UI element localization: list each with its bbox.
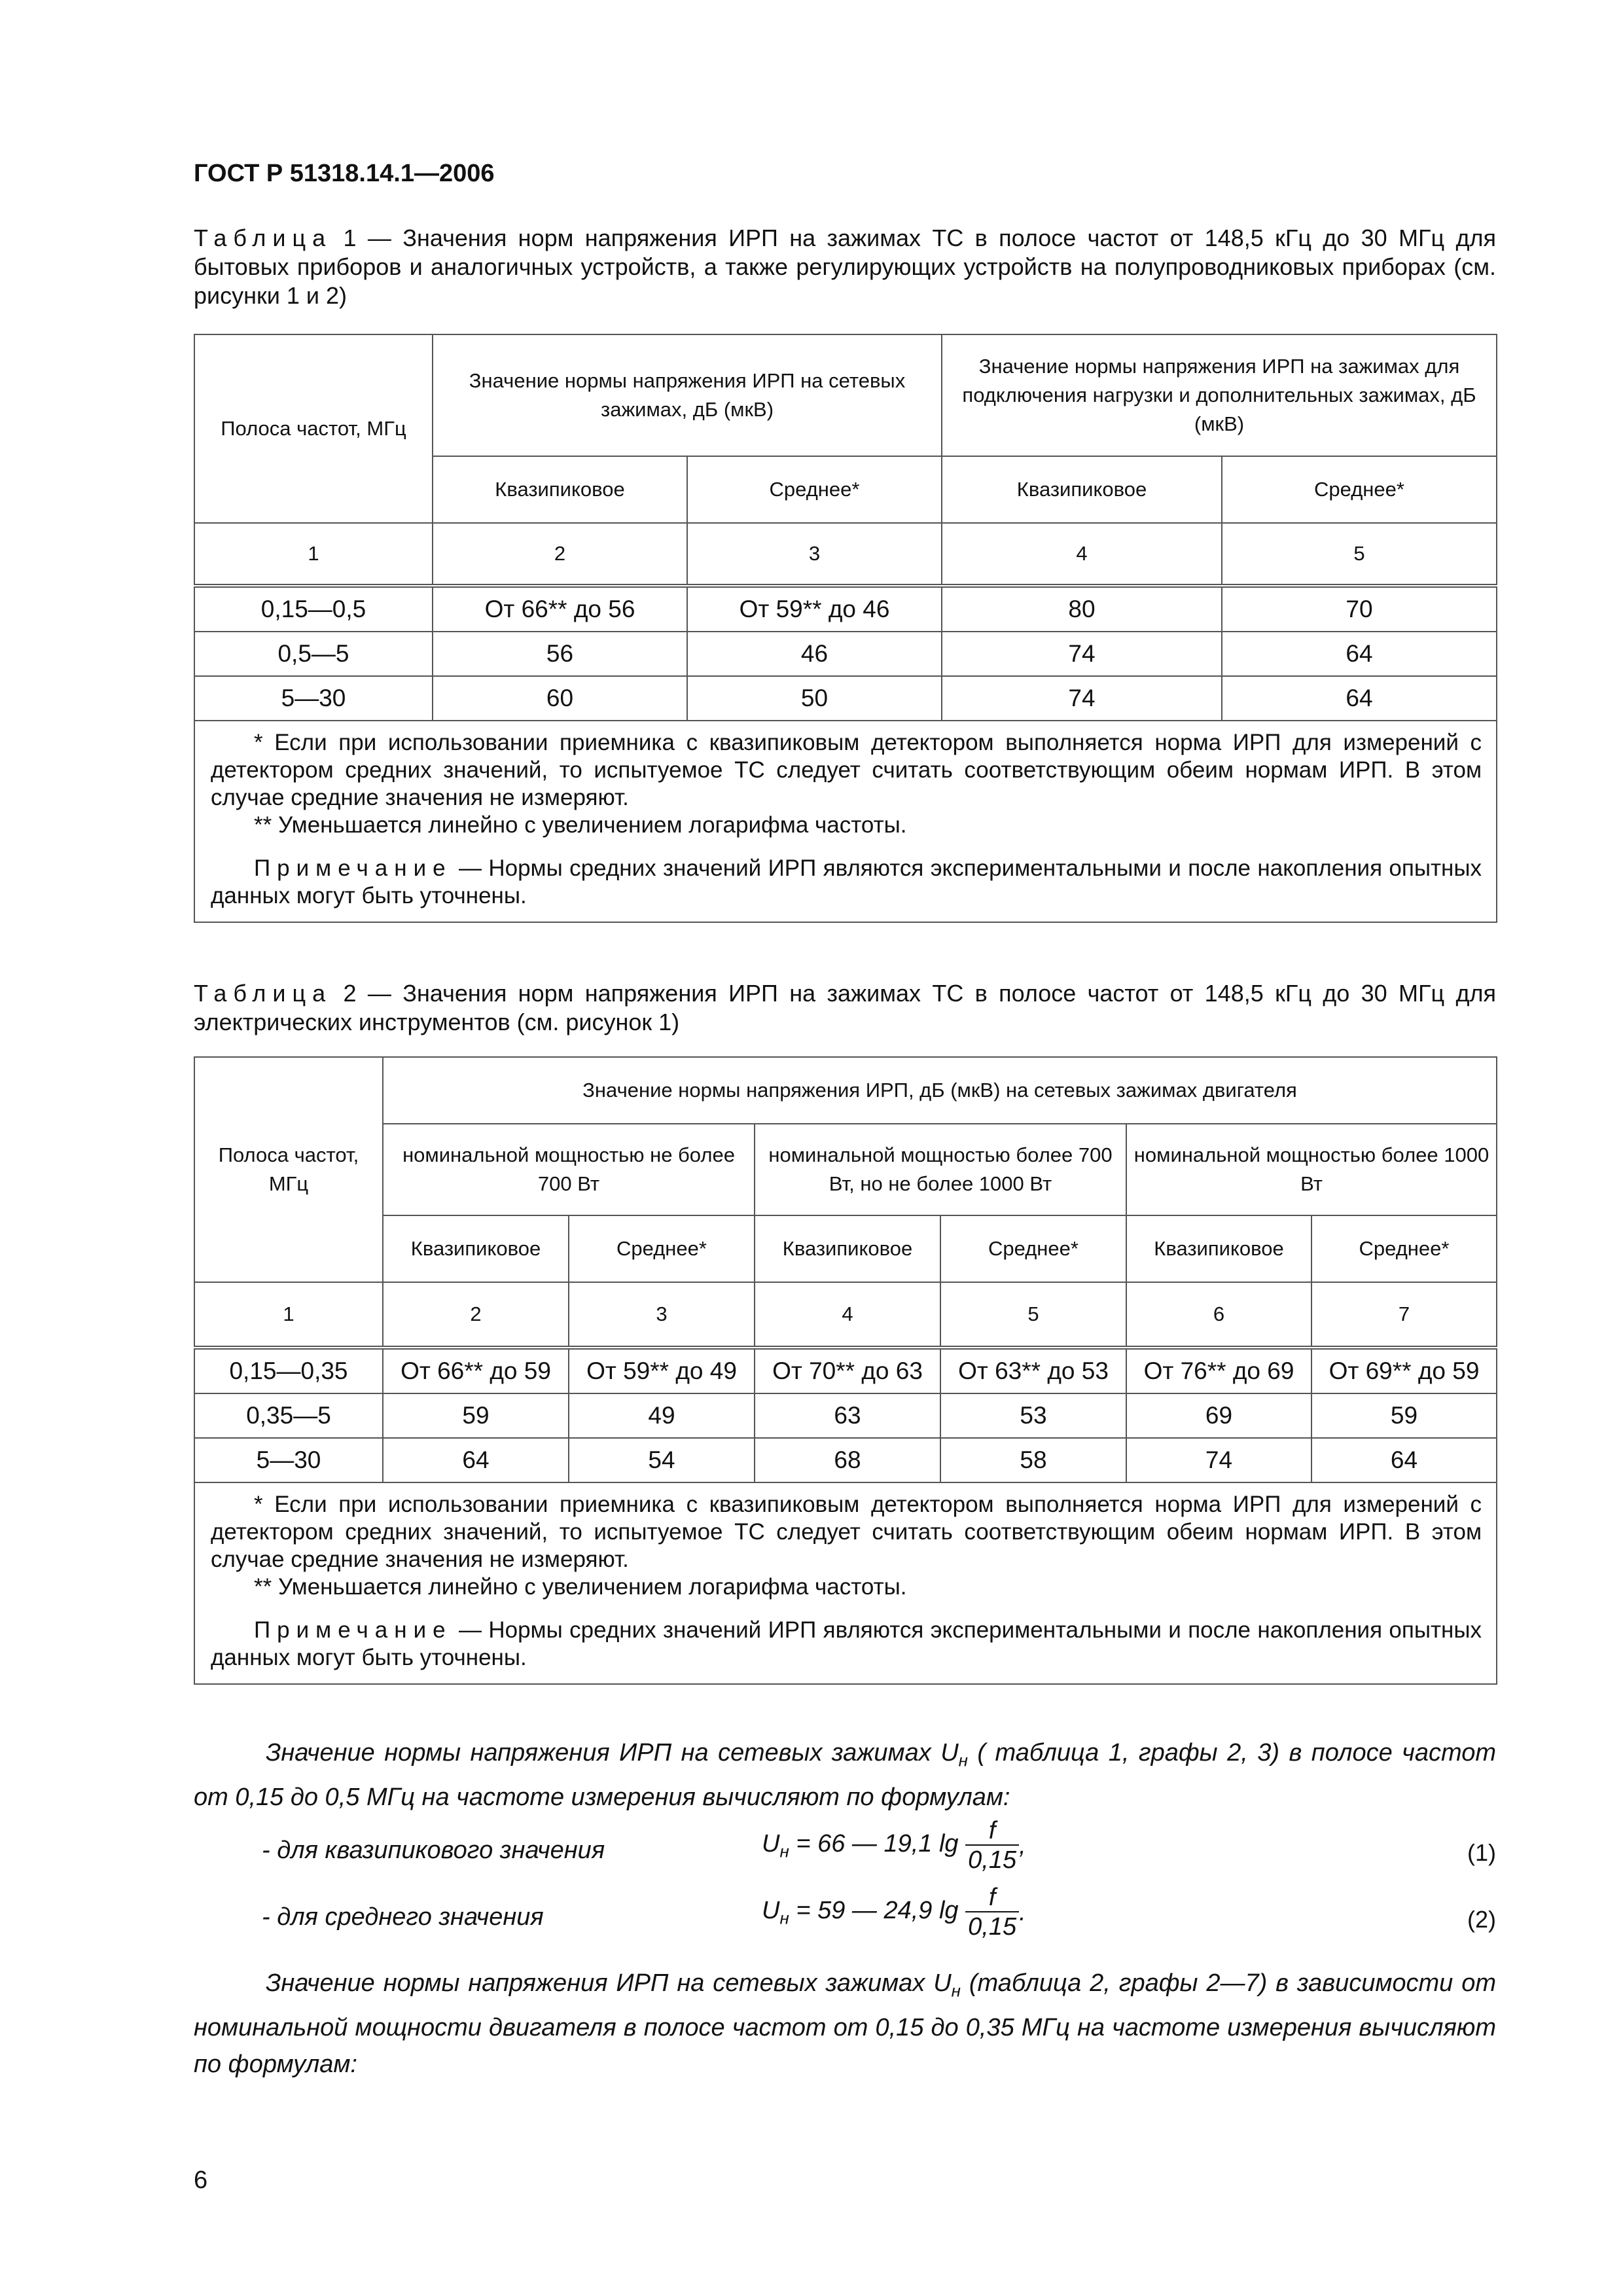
- formula-2-number: (2): [1467, 1906, 1496, 1933]
- table1-footnotes: [194, 721, 1497, 922]
- table2-cell: От 69** до 59: [1311, 1348, 1497, 1393]
- table1-cell: 70: [1222, 586, 1497, 632]
- table1-caption-text: — Значения норм напряжения ИРП на зажимах ТС в полосе частот от 148,5 кГц до 30 МГц для бытовых приборов и аналогичных устройств, а также регулирующих устройств на полупроводниковых приборах (см. рисунки 1 и 2): [194, 224, 1496, 309]
- table2-caption-text: — Значения норм напряжения ИРП на зажимах ТС в полосе частот от 148,5 кГц до 30 МГц для электрических инструментов (см. рисунок 1): [194, 980, 1496, 1035]
- table2-col-number: 6: [1126, 1282, 1311, 1348]
- table2-caption-number: 2: [332, 980, 357, 1007]
- table1-cell: 56: [433, 632, 687, 676]
- table2-cell: 64: [383, 1438, 569, 1482]
- table2-cell: 5—30: [194, 1438, 383, 1482]
- table2-cell: 59: [1311, 1393, 1497, 1438]
- table2-cell: 53: [940, 1393, 1126, 1438]
- formula-1-trail: ,: [1019, 1831, 1026, 1859]
- table2-col-number: 3: [569, 1282, 755, 1348]
- table2-footnotes: [194, 1482, 1497, 1684]
- formula-2: [194, 1884, 1496, 1962]
- table1-cell: 64: [1222, 676, 1497, 721]
- formula-1-label: - для квазипикового значения: [262, 1837, 605, 1864]
- table2-col-number: 2: [383, 1282, 569, 1348]
- table2-head-band: Полоса частот, МГц: [194, 1057, 383, 1282]
- table2-head-group-2: номинальной мощностью более 700 Вт, но не более 1000 Вт: [755, 1124, 1126, 1215]
- table2-row: [194, 1438, 1497, 1482]
- table1-footnote-2: ** Уменьшается линейно с увеличением логарифма частоты.: [254, 812, 907, 838]
- table1-row: [194, 676, 1497, 721]
- table2-sub-quasi: Квазипиковое: [755, 1215, 940, 1282]
- formula-2-trail: .: [1019, 1898, 1026, 1926]
- table1-sub-quasi: Квазипиковое: [433, 456, 687, 523]
- para1-text-a: Значение нормы напряжения ИРП на сетевых зажимах U: [266, 1739, 959, 1767]
- formula-1-number: (1): [1467, 1839, 1496, 1866]
- table2-row: [194, 1393, 1497, 1438]
- table2-footnote-1: * Если при использовании приемника с квазипиковым детектором выполняется норма ИРП для измерений с детектором средних значений, то испытуемое ТС следует считать соответствующим обеим нормам ИРП. В этом случае средние значения не измеряют.: [211, 1492, 1482, 1572]
- table1-sub-avg: Среднее*: [687, 456, 942, 523]
- paragraph-formula-intro-1: [194, 1734, 1496, 1816]
- table2-head-main: Значение нормы напряжения ИРП, дБ (мкВ) на сетевых зажимах двигателя: [383, 1057, 1497, 1124]
- table1-cell: 64: [1222, 632, 1497, 676]
- formula-1-lhs: U: [762, 1829, 780, 1857]
- table2-cell: От 70** до 63: [755, 1348, 940, 1393]
- table2-sub-avg: Среднее*: [1311, 1215, 1497, 1282]
- table2-note-text: — Нормы средних значений ИРП являются экспериментальными и после накопления опытных данных могут быть уточнены.: [211, 1617, 1482, 1670]
- table2-caption-prefix: Таблица: [194, 980, 332, 1007]
- formula-1-body: [762, 1817, 1026, 1874]
- table2-cell: От 76** до 69: [1126, 1348, 1311, 1393]
- table2-cell: От 66** до 59: [383, 1348, 569, 1393]
- table2-head-group-3: номинальной мощностью более 1000 Вт: [1126, 1124, 1497, 1215]
- table2-cell: 63: [755, 1393, 940, 1438]
- formula-1-numerator: f: [965, 1817, 1019, 1846]
- table1-cell: 50: [687, 676, 942, 721]
- table1-sub-avg: Среднее*: [1222, 456, 1497, 523]
- table1-cell: 80: [942, 586, 1222, 632]
- formula-1-fraction: [965, 1817, 1019, 1874]
- table1-cell: 0,5—5: [194, 632, 433, 676]
- formula-1-expr: = 66 — 19,1 lg: [789, 1829, 959, 1857]
- table1-col-number: 5: [1222, 523, 1497, 586]
- table1-row: [194, 586, 1497, 632]
- table2-note-label: Примечание: [254, 1617, 452, 1643]
- table2-footnote-2: ** Уменьшается линейно с увеличением логарифма частоты.: [254, 1574, 907, 1600]
- formula-2-numerator: f: [965, 1884, 1019, 1912]
- table1-cell: 74: [942, 676, 1222, 721]
- table1-cell: 46: [687, 632, 942, 676]
- table1-col-number: 3: [687, 523, 942, 586]
- table1-head-mains: Значение нормы напряжения ИРП на сетевых зажимах, дБ (мкВ): [433, 334, 942, 456]
- para1-subscript: н: [958, 1750, 968, 1770]
- table1-col-number: 2: [433, 523, 687, 586]
- table1-row: [194, 632, 1497, 676]
- table1-caption-number: 1: [332, 224, 357, 251]
- para2-text-a: Значение нормы напряжения ИРП на сетевых зажимах U: [266, 1969, 952, 1997]
- table1-cell: 5—30: [194, 676, 433, 721]
- table1-caption-prefix: Таблица: [194, 224, 332, 251]
- formula-1-lhs-sub: н: [779, 1841, 789, 1861]
- table2-sub-quasi: Квазипиковое: [1126, 1215, 1311, 1282]
- table2-cell: 58: [940, 1438, 1126, 1482]
- formula-2-label: - для среднего значения: [262, 1903, 544, 1931]
- para2-text-b: (таблица 2, графы 2—7) в зависимости от номинальной мощности двигателя в полосе частот от 0,15 до 0,35 МГц на частоте измерения вычисляют по формулам:: [194, 1969, 1496, 2078]
- formula-2-fraction: [965, 1884, 1019, 1941]
- table2-row: [194, 1348, 1497, 1393]
- table1-cell: От 59** до 46: [687, 586, 942, 632]
- table1-note-label: Примечание: [254, 855, 452, 881]
- table2-caption: [194, 979, 1496, 1037]
- table2-sub-quasi: Квазипиковое: [383, 1215, 569, 1282]
- table1-footnote-1: * Если при использовании приемника с квазипиковым детектором выполняется норма ИРП для измерений с детектором средних значений, то испытуемое ТС следует считать соответствующим обеим нормам ИРП. В этом случае средние значения не измеряют.: [211, 730, 1482, 810]
- table2-col-number: 5: [940, 1282, 1126, 1348]
- table1-cell: 74: [942, 632, 1222, 676]
- table1-note: [211, 855, 1482, 910]
- page-number: 6: [194, 2166, 208, 2194]
- document-header: ГОСТ Р 51318.14.1—2006: [194, 160, 495, 187]
- table2-col-number: 4: [755, 1282, 940, 1348]
- para2-subscript: н: [951, 1981, 961, 2001]
- table2-cell: 0,35—5: [194, 1393, 383, 1438]
- table2-cell: 68: [755, 1438, 940, 1482]
- table2-cell: От 59** до 49: [569, 1348, 755, 1393]
- table2-cell: 0,15—0,35: [194, 1348, 383, 1393]
- formula-2-body: [762, 1884, 1026, 1941]
- table2-cell: 74: [1126, 1438, 1311, 1482]
- formula-2-lhs-sub: н: [779, 1908, 789, 1928]
- table1-head-band: Полоса частот, МГц: [194, 334, 433, 523]
- table1-note-text: — Нормы средних значений ИРП являются экспериментальными и после накопления опытных данных могут быть уточнены.: [211, 855, 1482, 908]
- table2-col-number: 7: [1311, 1282, 1497, 1348]
- table2-cell: 64: [1311, 1438, 1497, 1482]
- table2-col-number: 1: [194, 1282, 383, 1348]
- table2: [194, 1056, 1497, 1685]
- table2-cell: 54: [569, 1438, 755, 1482]
- table2-note: [211, 1617, 1482, 1672]
- table1-cell: От 66** до 56: [433, 586, 687, 632]
- table1-sub-quasi: Квазипиковое: [942, 456, 1222, 523]
- table1: [194, 334, 1497, 923]
- formula-1-denominator: 0,15: [968, 1846, 1017, 1874]
- table1-col-number: 1: [194, 523, 433, 586]
- table1-cell: 0,15—0,5: [194, 586, 433, 632]
- table2-head-group-1: номинальной мощностью не более 700 Вт: [383, 1124, 755, 1215]
- formula-2-denominator: 0,15: [968, 1913, 1017, 1941]
- table2-sub-avg: Среднее*: [940, 1215, 1126, 1282]
- table2-cell: 69: [1126, 1393, 1311, 1438]
- table2-cell: 59: [383, 1393, 569, 1438]
- para1-text-b: ( таблица 1, графы 2, 3) в полосе частот от 0,15 до 0,5 МГц на частоте измерения вычисляют по формулам:: [194, 1739, 1496, 1811]
- table1-col-number: 4: [942, 523, 1222, 586]
- table1-cell: 60: [433, 676, 687, 721]
- paragraph-formula-intro-2: [194, 1965, 1496, 2083]
- formula-2-expr: = 59 — 24,9 lg: [789, 1896, 959, 1924]
- table2-sub-avg: Среднее*: [569, 1215, 755, 1282]
- table1-caption: [194, 224, 1496, 310]
- formula-2-lhs: U: [762, 1896, 780, 1924]
- table2-cell: 49: [569, 1393, 755, 1438]
- table1-head-load: Значение нормы напряжения ИРП на зажимах для подключения нагрузки и дополнительных зажимах, дБ (мкВ): [942, 334, 1497, 456]
- table2-cell: От 63** до 53: [940, 1348, 1126, 1393]
